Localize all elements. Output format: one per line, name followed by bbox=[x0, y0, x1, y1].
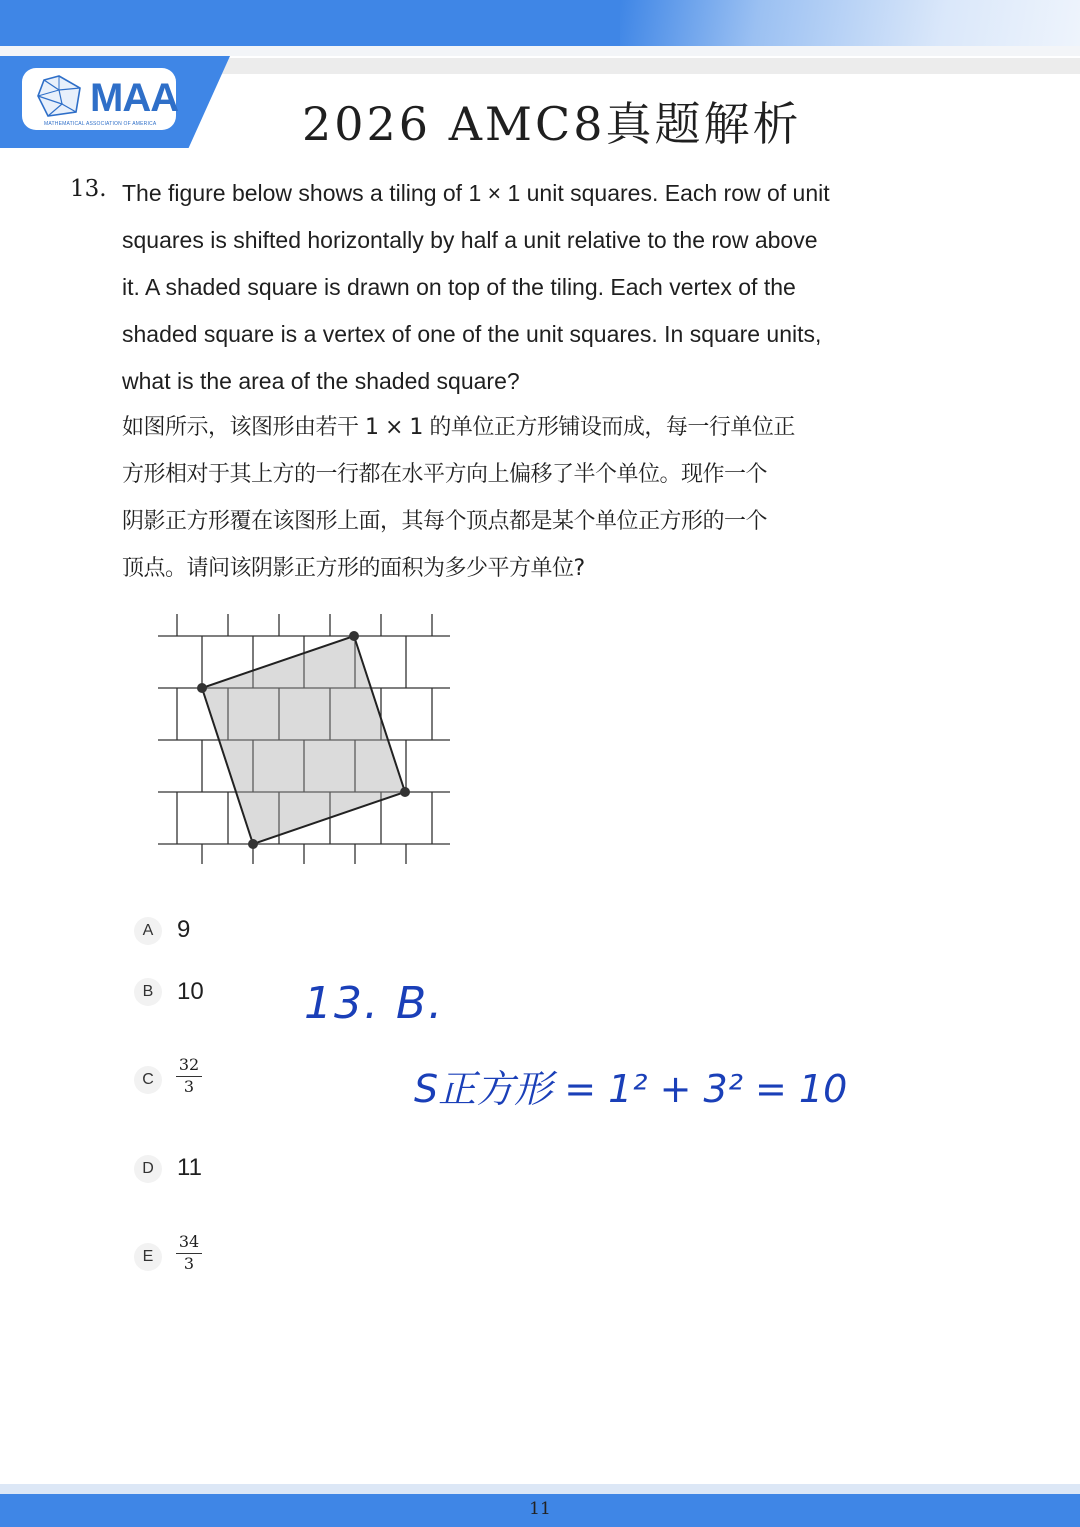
question-chinese-line: 方形相对于其上方的一行都在水平方向上偏移了半个单位。现作一个 bbox=[122, 462, 768, 487]
option-d-value: 11 bbox=[177, 1154, 202, 1181]
header-divider-bar bbox=[200, 58, 1080, 74]
shaded-square bbox=[202, 636, 405, 844]
tiling-figure bbox=[150, 610, 460, 870]
option-d-letter[interactable]: D bbox=[134, 1155, 162, 1183]
option-e-letter[interactable]: E bbox=[134, 1243, 162, 1271]
fraction-denominator: 3 bbox=[183, 1077, 195, 1096]
question-chinese-line: 阴影正方形覆在该图形上面，其每个顶点都是某个单位正方形的一个 bbox=[122, 509, 768, 534]
option-e-fraction bbox=[176, 1233, 202, 1274]
question-text-line: what is the area of the shaded square? bbox=[122, 368, 520, 394]
option-b-value: 10 bbox=[177, 978, 204, 1005]
question-number: 13. bbox=[70, 176, 107, 202]
vertex-point bbox=[248, 839, 258, 849]
question-text-line: squares is shifted horizontally by half a unit relative to the row above bbox=[122, 227, 818, 253]
question-text-line: it. A shaded square is drawn on top of the tiling. Each vertex of the bbox=[122, 274, 796, 300]
handwritten-formula: S正方形 = 1² + 3² = 10 bbox=[414, 1067, 848, 1111]
fraction-denominator: 3 bbox=[183, 1254, 195, 1273]
question-chinese-line: 顶点。请问该阴影正方形的面积为多少平方单位? bbox=[122, 556, 585, 581]
option-b-letter[interactable]: B bbox=[134, 978, 162, 1006]
fraction-numerator: 34 bbox=[176, 1233, 202, 1254]
question-text-line: The figure below shows a tiling of 1 × 1 unit squares. Each row of unit bbox=[122, 180, 830, 206]
top-banner-fade bbox=[620, 0, 1080, 46]
vertex-point bbox=[349, 631, 359, 641]
handwritten-answer: 13. B. bbox=[304, 978, 445, 1029]
option-a-letter[interactable]: A bbox=[134, 917, 162, 945]
page-title: 2026 AMC8真题解析 bbox=[302, 97, 802, 151]
question-chinese-line: 如图所示，该图形由若干 1 × 1 的单位正方形铺设而成，每一行单位正 bbox=[122, 415, 795, 440]
footer-stripe bbox=[0, 1484, 1080, 1494]
page-number: 11 bbox=[529, 1499, 551, 1519]
vertex-point bbox=[400, 787, 410, 797]
option-c-letter[interactable]: C bbox=[134, 1066, 162, 1094]
option-a-value: 9 bbox=[177, 916, 191, 943]
logo-subtitle: MATHEMATICAL ASSOCIATION OF AMERICA bbox=[44, 121, 157, 127]
logo-text: MAA bbox=[90, 76, 179, 120]
top-stripe bbox=[0, 46, 1080, 56]
option-c-fraction bbox=[176, 1056, 202, 1097]
fraction-numerator: 32 bbox=[176, 1056, 202, 1077]
question-text-line: shaded square is a vertex of one of the unit squares. In square units, bbox=[122, 321, 822, 347]
vertex-point bbox=[197, 683, 207, 693]
polyhedron-icon bbox=[34, 74, 84, 118]
